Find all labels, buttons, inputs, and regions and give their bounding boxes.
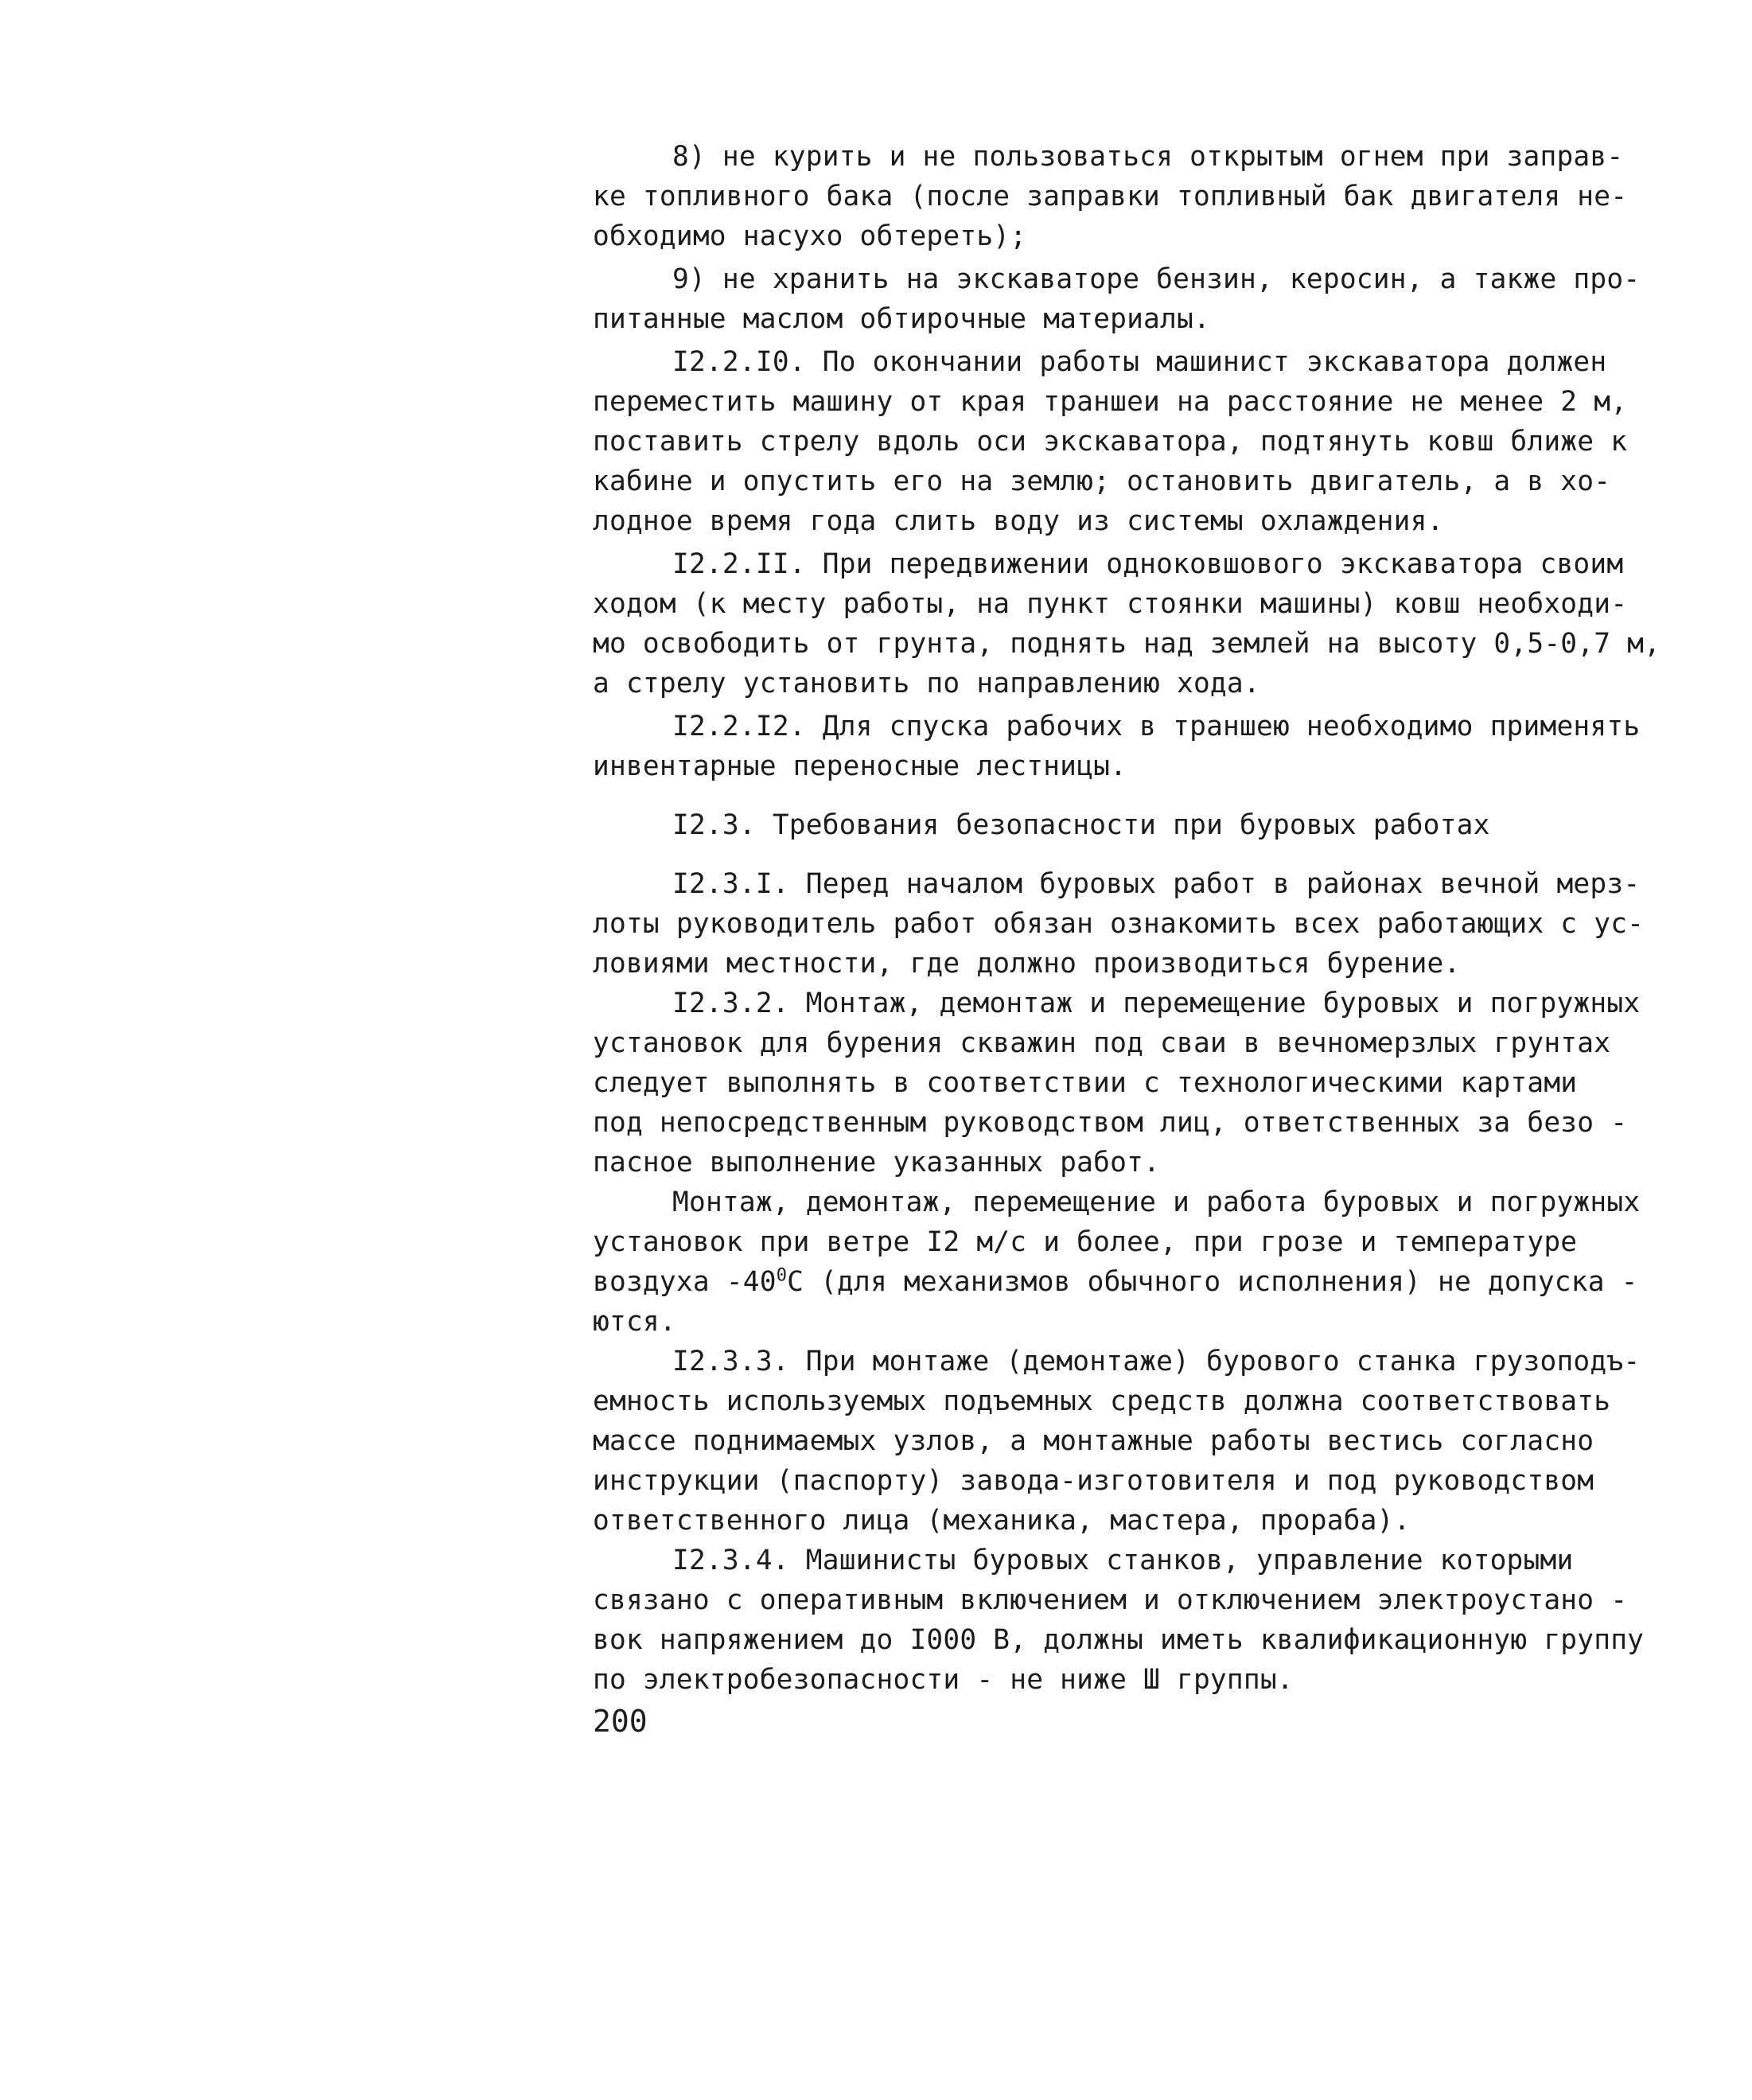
text-line: вок напряжением до I000 В, должны иметь квалификационную группу: [593, 1624, 1645, 1656]
text-line: инструкции (паспорту) завода-изготовителя и под руководством: [593, 1465, 1594, 1497]
text-line: а стрелу установить по направлению хода.: [593, 668, 1260, 699]
paragraph-12-3-1: [593, 864, 1645, 984]
paragraph-12-2-11: [593, 544, 1661, 703]
paragraph-12-3-2-continued: [593, 1182, 1641, 1342]
text-line: I2.3.2. Монтаж, демонтаж и перемещение буровых и погружных: [672, 988, 1641, 1019]
paragraph-item-8: [593, 137, 1628, 256]
temperature-text-before: воздуха -40: [593, 1266, 777, 1298]
text-line: 9) не хранить на экскаваторе бензин, керосин, а также про-: [672, 263, 1641, 295]
text-line: мо освободить от грунта, поднять над землей на высоту 0,5-0,7 м,: [593, 628, 1661, 660]
text-line: емность используемых подъемных средств должна соответствовать: [593, 1385, 1611, 1417]
text-line: I2.2.II. При передвижении одноковшового экскаватора своим: [672, 548, 1624, 580]
text-line: следует выполнять в соответствии с технологическими картами: [593, 1067, 1578, 1099]
text-line: массе поднимаемых узлов, а монтажные работы вестись согласно: [593, 1425, 1594, 1457]
text-line: I2.3.4. Машинисты буровых станков, управление которыми: [672, 1545, 1574, 1576]
text-line: ются.: [593, 1306, 676, 1338]
page-number: 200: [593, 1704, 648, 1739]
text-line: по электробезопасности - не ниже Ш группы.: [593, 1664, 1294, 1696]
text-line: ке топливного бака (после заправки топливный бак двигателя не-: [593, 181, 1628, 212]
degree-superscript: 0: [776, 1265, 788, 1286]
text-line: I2.3.3. При монтаже (демонтаже) бурового станка грузоподъ-: [672, 1346, 1641, 1377]
paragraph-12-3-4: [593, 1541, 1645, 1700]
text-line: ответственного лица (механика, мастера, прораба).: [593, 1505, 1411, 1537]
section-heading-12-3: [593, 805, 1619, 845]
text-line: пасное выполнение указанных работ.: [593, 1147, 1161, 1179]
text-line: лодное время года слить воду из системы охлаждения.: [593, 505, 1444, 537]
text-line: I2.2.I2. Для спуска рабочих в траншею необходимо применять: [672, 711, 1641, 742]
section-heading: I2.3. Требования безопасности при буровых работах: [672, 809, 1490, 841]
text-line: поставить стрелу вдоль оси экскаватора, подтянуть ковш ближе к: [593, 426, 1628, 458]
document-body: [593, 137, 1661, 1700]
text-line: под непосредственным руководством лиц, ответственных за безо -: [593, 1107, 1628, 1139]
text-line: кабине и опустить его на землю; остановить двигатель, а в хо-: [593, 466, 1611, 497]
paragraph-item-9: [593, 259, 1641, 339]
text-line: связано с оперативным включением и отключением электроустано -: [593, 1584, 1628, 1616]
text-line: установок для бурения скважин под сваи в вечномерзлых грунтах: [593, 1027, 1611, 1059]
text-line: лоты руководитель работ обязан ознакомить всех работающих с ус-: [593, 908, 1645, 940]
text-line: [593, 1262, 1638, 1302]
text-line: ходом (к месту работы, на пункт стоянки машины) ковш необходи-: [593, 588, 1628, 620]
text-line: ловиями местности, где должно производиться бурение.: [593, 948, 1461, 980]
text-line: 8) не курить и не пользоваться открытым огнем при заправ-: [672, 141, 1624, 173]
paragraph-12-2-12: [593, 707, 1641, 786]
paragraph-12-3-3: [593, 1342, 1641, 1541]
temperature-text-after: C (для механизмов обычного исполнения) не допуска -: [787, 1266, 1638, 1298]
text-line: Монтаж, демонтаж, перемещение и работа буровых и погружных: [672, 1186, 1641, 1218]
paragraph-12-2-10: [593, 342, 1628, 541]
text-line: переместить машину от края траншеи на расстояние не менее 2 м,: [593, 386, 1628, 418]
text-line: установок при ветре I2 м/с и более, при грозе и температуре: [593, 1226, 1578, 1258]
text-line: инвентарные переносные лестницы.: [593, 750, 1127, 782]
text-line: обходимо насухо обтереть);: [593, 220, 1027, 252]
text-line: I2.2.I0. По окончании работы машинист экскаватора должен: [672, 346, 1607, 378]
text-line: питанные маслом обтирочные материалы.: [593, 303, 1210, 335]
paragraph-12-3-2: [593, 984, 1641, 1182]
text-line: I2.3.I. Перед началом буровых работ в районах вечной мерз-: [672, 868, 1641, 900]
